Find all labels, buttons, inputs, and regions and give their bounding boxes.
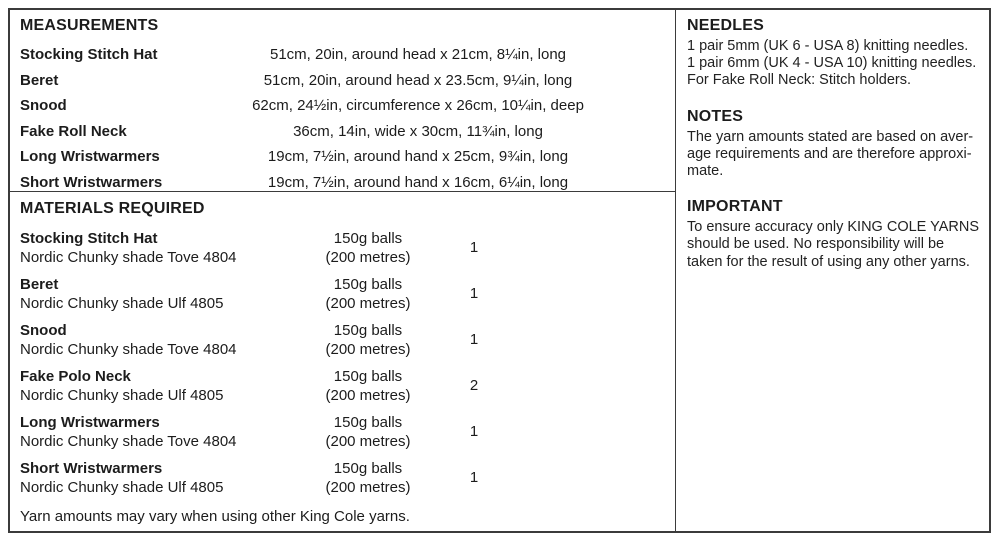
material-item-name: Short Wristwarmers — [20, 460, 163, 477]
material-item — [20, 460, 312, 497]
material-row — [20, 368, 665, 405]
material-item-name: Snood — [20, 322, 67, 339]
measurements-title: MEASUREMENTS — [20, 17, 159, 34]
left-column — [10, 10, 676, 531]
important-title: IMPORTANT — [687, 198, 783, 216]
material-quantity: 2 — [469, 377, 479, 395]
material-item — [20, 276, 312, 313]
material-item-name: Long Wristwarmers — [20, 414, 160, 431]
needles-section — [687, 17, 979, 90]
material-balls: 150g balls — [333, 414, 403, 431]
needles-line: 1 pair 6mm (UK 4 - USA 10) knitting needles. — [687, 55, 977, 72]
material-ball-size — [312, 322, 424, 359]
material-metres: (200 metres) — [325, 432, 411, 450]
notes-section — [687, 108, 979, 181]
material-quantity: 1 — [469, 239, 479, 257]
measurement-item-value: 19cm, 7½in, around hand x 16cm, 6¼in, long — [267, 173, 569, 191]
material-ball-size — [312, 276, 424, 313]
important-line: taken for the result of using any other yarns. — [687, 253, 970, 270]
material-ball-size — [312, 368, 424, 405]
material-metres: (200 metres) — [325, 248, 411, 266]
measurement-item-value: 51cm, 20in, around head x 23.5cm, 9¼in, long — [263, 71, 573, 89]
material-metres: (200 metres) — [325, 386, 411, 404]
measurement-item-value: 36cm, 14in, wide x 30cm, 11¾in, long — [293, 122, 543, 140]
material-item-yarn: Nordic Chunky shade Tove 4804 — [20, 248, 237, 266]
material-metres: (200 metres) — [325, 294, 411, 312]
right-column — [676, 10, 989, 531]
material-item-yarn: Nordic Chunky shade Ulf 4805 — [20, 386, 224, 404]
measurement-item-value: 19cm, 7½in, around hand x 25cm, 9¾in, long — [267, 148, 569, 166]
important-section — [687, 198, 979, 271]
notes-line: The yarn amounts stated are based on aver- — [687, 128, 974, 145]
material-item-name: Beret — [20, 276, 59, 293]
material-item — [20, 414, 312, 451]
measurement-item-value: 51cm, 20in, around head x 21cm, 8¼in, long — [269, 46, 567, 64]
measurement-item-value: 62cm, 24½in, circumference x 26cm, 10¼in, deep — [252, 97, 584, 115]
yarn-variation-note: Yarn amounts may vary when using other King Cole yarns. — [20, 508, 410, 525]
material-row — [20, 414, 665, 451]
material-balls: 150g balls — [333, 322, 403, 339]
material-item-yarn: Nordic Chunky shade Tove 4804 — [20, 432, 237, 450]
materials-title: MATERIALS REQUIRED — [20, 200, 205, 217]
material-metres: (200 metres) — [325, 478, 411, 496]
materials-section — [10, 192, 675, 531]
material-ball-size — [312, 460, 424, 497]
measurement-item-label: Long Wristwarmers — [20, 148, 160, 166]
material-balls: 150g balls — [333, 460, 403, 477]
material-metres: (200 metres) — [325, 340, 411, 358]
material-balls: 150g balls — [333, 368, 403, 385]
material-balls: 150g balls — [333, 230, 403, 247]
measurement-item-label: Short Wristwarmers — [20, 173, 163, 191]
measurement-item-label: Snood — [20, 97, 67, 115]
needles-line: 1 pair 5mm (UK 6 - USA 8) knitting needles. — [687, 38, 969, 54]
notes-line: age requirements and are therefore approxi- — [687, 145, 972, 162]
material-row — [20, 230, 665, 267]
needles-title: NEEDLES — [687, 17, 764, 34]
measurement-row — [20, 119, 665, 145]
material-quantity: 1 — [469, 469, 479, 487]
material-item-yarn: Nordic Chunky shade Ulf 4805 — [20, 478, 224, 496]
notes-title: NOTES — [687, 107, 744, 125]
material-quantity: 1 — [469, 285, 479, 303]
material-ball-size — [312, 230, 424, 267]
material-quantity: 1 — [469, 423, 479, 441]
material-item-name: Stocking Stitch Hat — [20, 230, 158, 247]
material-item — [20, 230, 312, 267]
measurement-row — [20, 93, 665, 119]
material-ball-size — [312, 414, 424, 451]
material-row — [20, 276, 665, 313]
material-item-yarn: Nordic Chunky shade Ulf 4805 — [20, 294, 224, 312]
important-line: should be used. No responsibility will be — [687, 236, 945, 253]
measurement-row — [20, 42, 665, 68]
measurement-item-label: Stocking Stitch Hat — [20, 46, 158, 64]
notes-line: mate. — [687, 163, 724, 180]
material-item — [20, 368, 312, 405]
material-item-name: Fake Polo Neck — [20, 368, 131, 385]
needles-line: For Fake Roll Neck: Stitch holders. — [687, 72, 912, 89]
measurement-item-label: Fake Roll Neck — [20, 122, 127, 140]
material-quantity: 1 — [469, 331, 479, 349]
measurement-item-label: Beret — [20, 71, 59, 89]
pattern-info-sheet — [8, 8, 991, 533]
measurement-row — [20, 68, 665, 94]
material-balls: 150g balls — [333, 276, 403, 293]
measurements-section — [10, 10, 675, 192]
material-item-yarn: Nordic Chunky shade Tove 4804 — [20, 340, 237, 358]
measurement-row — [20, 144, 665, 170]
material-item — [20, 322, 312, 359]
material-row — [20, 322, 665, 359]
important-line: To ensure accuracy only KING COLE YARNS — [687, 219, 979, 236]
material-row — [20, 460, 665, 497]
